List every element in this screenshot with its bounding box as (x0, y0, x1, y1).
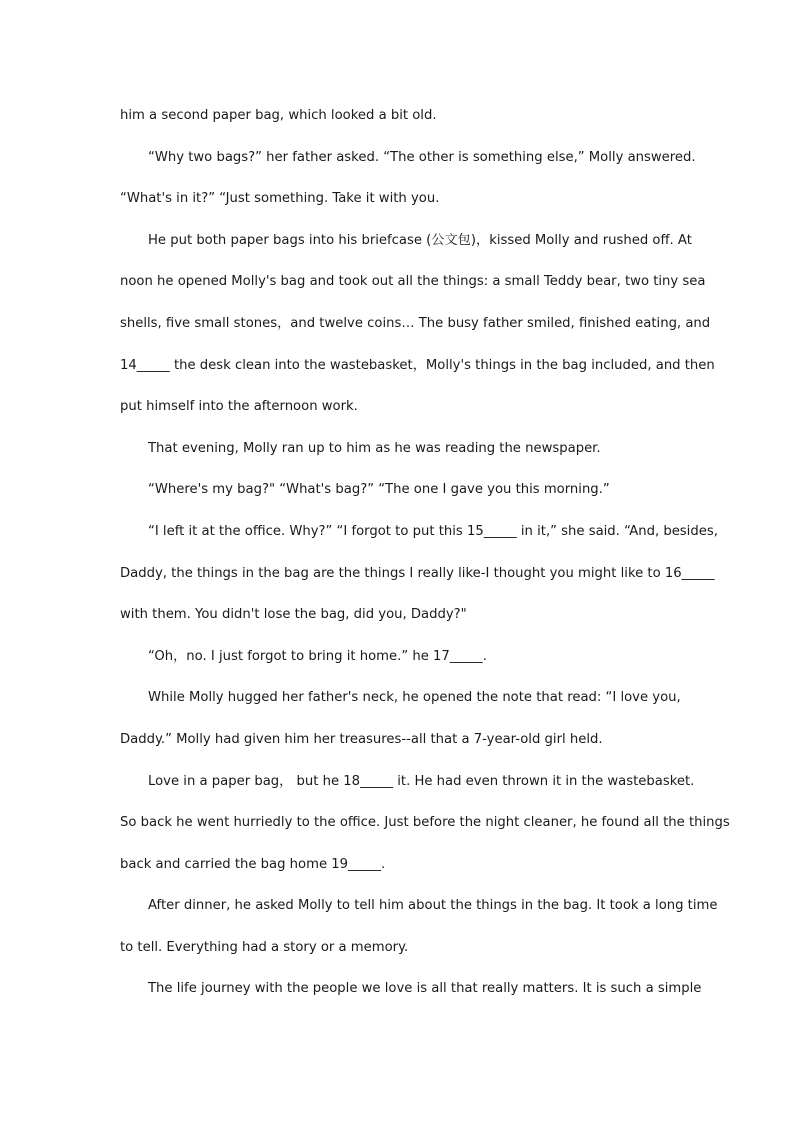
text-line: back and carried the bag home 19_____. (120, 856, 386, 872)
document-page (120, 104, 730, 1019)
text-line: shells, five small stones，and twelve coins… The busy father smiled, finished eating, and (120, 315, 711, 331)
text-line: “Oh，no. I just forgot to bring it home.” he 17_____. (148, 648, 487, 664)
text-line: While Molly hugged her father's neck, he opened the note that read: “I love you, (148, 690, 681, 706)
text-line: The life journey with the people we love is all that really matters. It is such a simple (148, 981, 702, 997)
text-line: put himself into the afternoon work. (120, 399, 358, 415)
text-line: “Where's my bag?" “What's bag?” “The one I gave you this morning.” (148, 482, 610, 498)
text-line: to tell. Everything had a story or a memory. (120, 939, 409, 955)
text-line: noon he opened Molly's bag and took out all the things: a small Teddy bear, two tiny sea (120, 274, 706, 290)
text-line: “I left it at the office. Why?” “I forgot to put this 15_____ in it,” she said. “And, besides, (148, 523, 718, 539)
text-line: That evening, Molly ran up to him as he was reading the newspaper. (148, 440, 601, 456)
text-line: Love in a paper bag， but he 18_____ it. He had even thrown it in the wastebasket. (148, 773, 695, 789)
text-line: Daddy.” Molly had given him her treasures--all that a 7-year-old girl held. (120, 731, 603, 747)
text-line: “What's in it?” “Just something. Take it with you. (120, 191, 440, 207)
text-line: Daddy, the things in the bag are the things I really like-I thought you might like to 16_____ (120, 565, 715, 581)
text-line: with them. You didn't lose the bag, did you, Daddy?" (120, 607, 467, 623)
text-line: So back he went hurriedly to the office. Just before the night cleaner, he found all the things (120, 815, 730, 831)
text-line: “Why two bags?” her father asked. “The other is something else,” Molly answered. (148, 149, 696, 165)
text-line: He put both paper bags into his briefcase (公文包)，kissed Molly and rushed off. At (148, 232, 692, 248)
text-line: 14_____ the desk clean into the wastebasket，Molly's things in the bag included, and then (120, 357, 715, 373)
text-line: him a second paper bag, which looked a bit old. (120, 108, 437, 123)
text-line: After dinner, he asked Molly to tell him about the things in the bag. It took a long time (148, 898, 718, 914)
